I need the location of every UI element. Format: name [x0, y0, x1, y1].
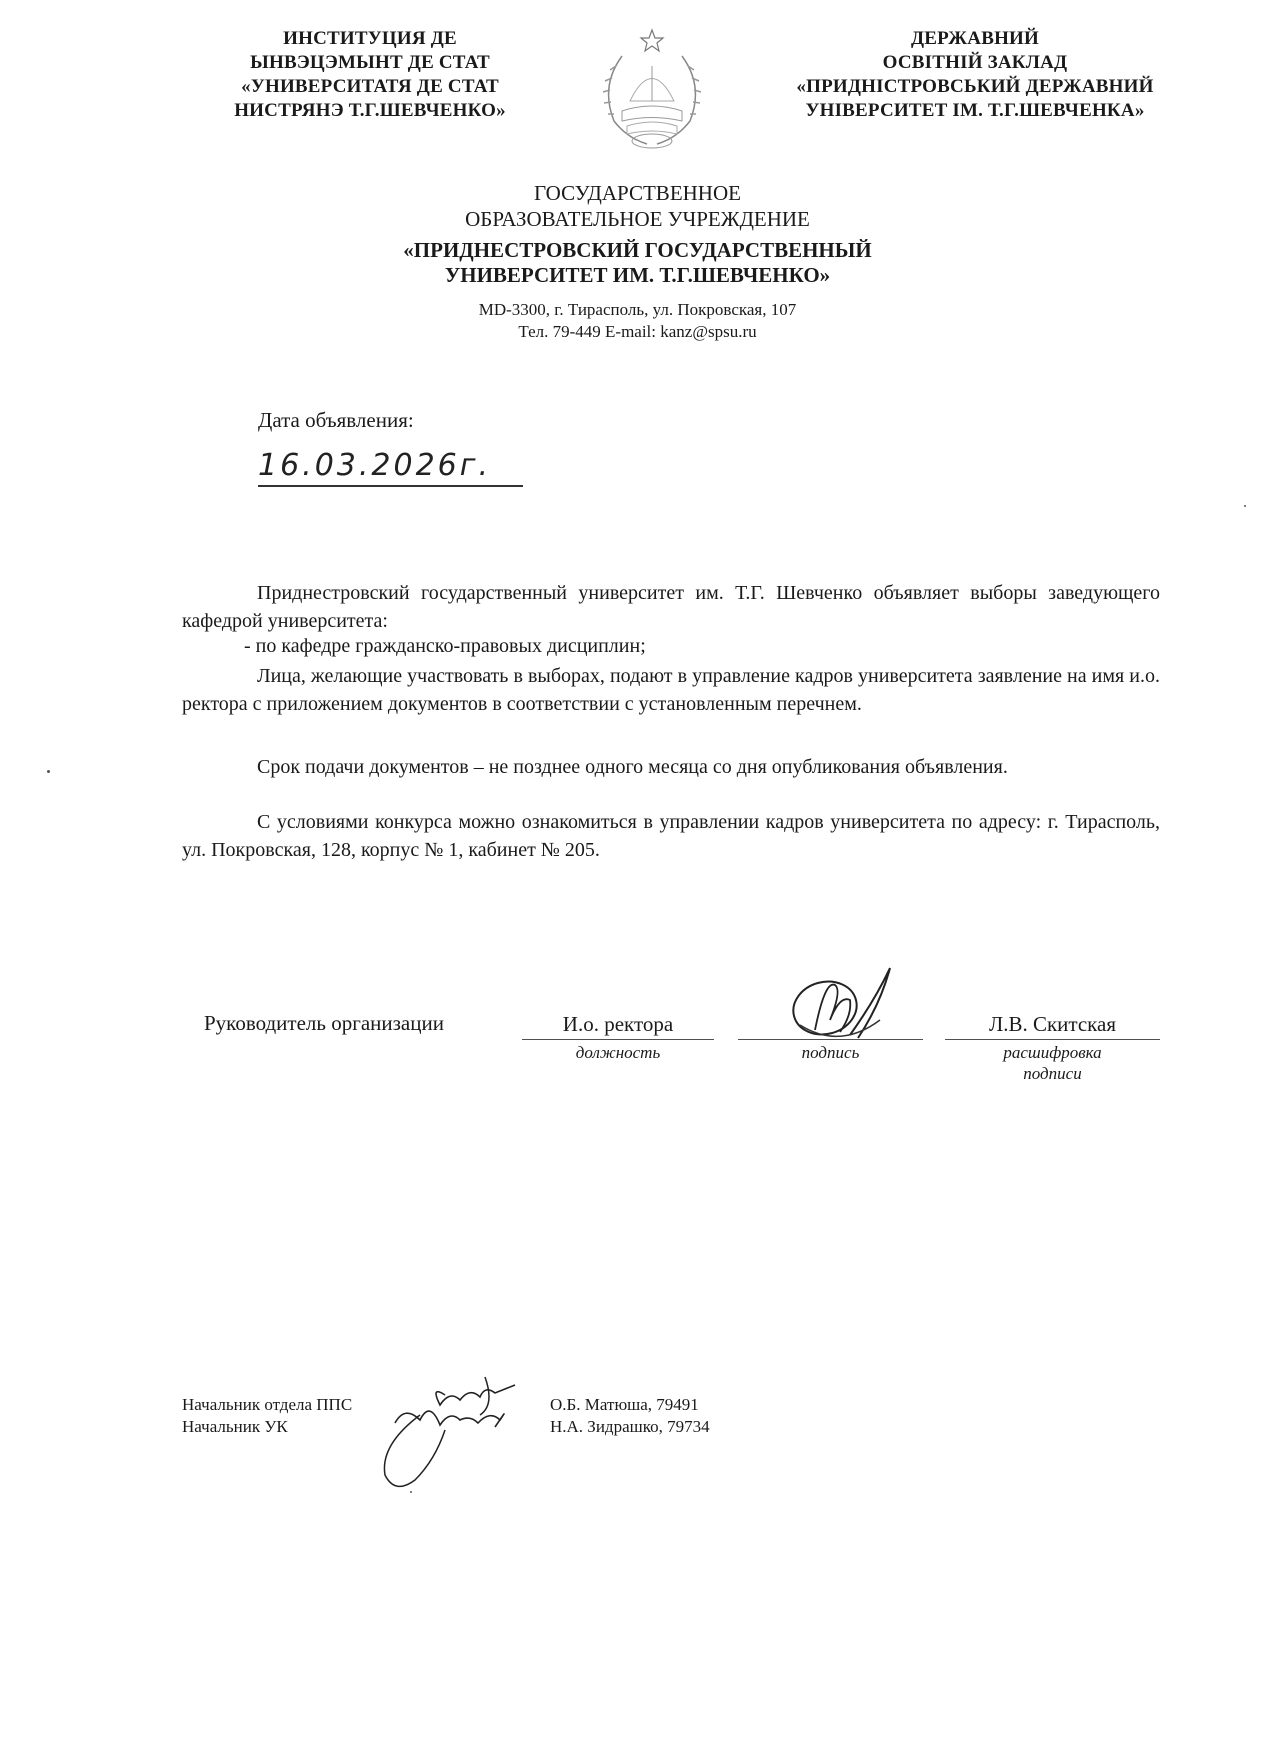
signature-name-line: [945, 1039, 1160, 1040]
state-emblem-icon: [592, 26, 712, 156]
header-left-moldovan: [160, 27, 580, 123]
organization-type: [300, 180, 975, 232]
organization-address: MD-3300, г. Тирасполь, ул. Покровская, 107: [478, 300, 797, 319]
organization-phone-email: Тел. 79-449 E-mail: kanz@spsu.ru: [518, 322, 757, 341]
signature-position-caption: должность: [575, 1043, 661, 1062]
signature-name-field: [945, 1009, 1160, 1084]
body-paragraph-3: Срок подачи документов – не позднее одного месяца со дня опубликования объявления.: [257, 756, 1008, 778]
signature-line: [738, 1039, 923, 1040]
scan-speck: [47, 770, 50, 773]
signature-name-value: Л.В. Скитская: [988, 1012, 1117, 1036]
footer-role: Начальник отдела ППС: [182, 1395, 353, 1414]
organization-type-line: ГОСУДАРСТВЕННОЕ: [534, 181, 741, 205]
header-left-line: ЫНВЭЦЭМЫНТ ДЕ СТАТ: [250, 52, 490, 73]
header-right-line: ОСВІТНІЙ ЗАКЛАД: [882, 52, 1068, 73]
signature-name-caption-line: расшифровка: [1003, 1043, 1102, 1062]
body-paragraph-1: Приднестровский государственный университет им. Т.Г. Шевченко объявляет выборы заведующего кафедрой университета:: [182, 582, 1160, 632]
body-list-item: - по кафедре гражданско-правовых дисциплин;: [244, 635, 646, 657]
signature-role-label: Руководитель организации: [204, 1011, 444, 1035]
header-left-line: ИНСТИТУЦИЯ ДЕ: [283, 28, 457, 49]
organization-name: [300, 238, 975, 288]
organization-type-line: ОБРАЗОВАТЕЛЬНОЕ УЧРЕЖДЕНИЕ: [465, 207, 810, 231]
organization-contact: [300, 299, 975, 343]
organization-name-line: УНИВЕРСИТЕТ ИМ. Т.Г.ШЕВЧЕНКО»: [444, 263, 831, 287]
header-right-line: ДЕРЖАВНИЙ: [911, 28, 1039, 49]
footer-signatures-icon: [360, 1375, 540, 1495]
footer-contacts: [550, 1394, 710, 1438]
header-right-line: «ПРИДНІСТРОВСЬКИЙ ДЕРЖАВНИЙ: [796, 76, 1154, 97]
header-left-line: «УНИВЕРСИТАТЯ ДЕ СТАТ: [241, 76, 499, 97]
header-right-line: УНІВЕРСИТЕТ ІМ. Т.Г.ШЕВЧЕНКА»: [805, 100, 1145, 121]
signature-caption: подпись: [801, 1043, 860, 1062]
header-right-ukrainian: [755, 27, 1195, 123]
announcement-date-value: 16.03.2026г.: [258, 448, 523, 487]
signature-field: [738, 1009, 923, 1063]
signature-name-caption-line: подписи: [1023, 1064, 1082, 1083]
scan-speck: [1244, 505, 1246, 507]
body-paragraph-2: Лица, желающие участвовать в выборах, подают в управление кадров университета заявление на имя и.о. ректора с приложением документов в соответствии с установленным перечнем.: [182, 665, 1160, 715]
scan-speck: [410, 1491, 412, 1493]
footer-role: Начальник УК: [182, 1417, 288, 1436]
signature-name-caption: [945, 1042, 1160, 1084]
organization-name-line: «ПРИДНЕСТРОВСКИЙ ГОСУДАРСТВЕННЫЙ: [403, 238, 872, 262]
signature-position-field: [522, 1009, 714, 1063]
header-left-line: НИСТРЯНЭ Т.Г.ШЕВЧЕНКО»: [234, 100, 506, 121]
footer-roles: [182, 1394, 352, 1438]
signature-position-value: И.о. ректора: [562, 1012, 674, 1036]
signature-position-line: [522, 1039, 714, 1040]
body-paragraph-4: С условиями конкурса можно ознакомиться в управлении кадров университета по адресу: г. Тирасполь, ул. Покровская, 128, корпус № 1, кабинет № 205.: [182, 811, 1160, 861]
announcement-date-label: Дата объявления:: [258, 408, 414, 432]
footer-contact: Н.А. Зидрашко, 79734: [550, 1417, 710, 1436]
footer-contact: О.Б. Матюша, 79491: [550, 1395, 699, 1414]
